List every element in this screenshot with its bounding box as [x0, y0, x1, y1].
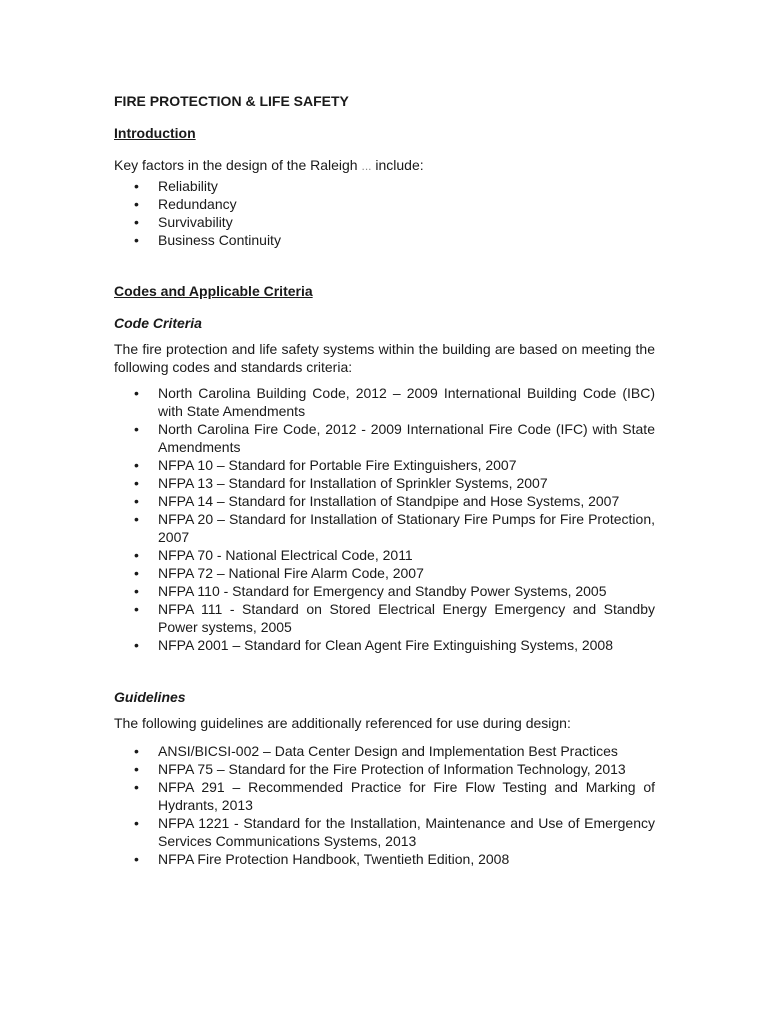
bullet-icon: • — [134, 178, 139, 194]
list-item — [114, 814, 655, 850]
bullet-icon: • — [134, 421, 139, 437]
bullet-icon: • — [134, 583, 139, 599]
document-content — [114, 92, 655, 868]
bullet-icon: • — [134, 493, 139, 509]
list-item-text: Business Continuity — [158, 232, 281, 248]
list-item — [114, 636, 655, 654]
list-item — [114, 384, 655, 420]
list-item — [114, 600, 655, 636]
introduction-list — [114, 177, 655, 249]
list-item — [114, 456, 655, 474]
codes-heading: Codes and Applicable Criteria — [114, 283, 313, 299]
list-item-text: NFPA 75 – Standard for the Fire Protection of Information Technology, 2013 — [158, 761, 626, 777]
introduction-lead-text-after: include: — [371, 157, 424, 173]
bullet-icon: • — [134, 565, 139, 581]
list-item-text: Survivability — [158, 214, 233, 230]
list-item-text: NFPA 111 - Standard on Stored Electrical Energy Emergency and Standby Power systems, 2005 — [158, 601, 655, 635]
introduction-lead-ellipsis: ... — [361, 159, 372, 173]
guidelines-list — [114, 742, 655, 868]
list-item — [114, 582, 655, 600]
introduction-heading: Introduction — [114, 125, 196, 141]
bullet-icon: • — [134, 385, 139, 401]
bullet-icon: • — [134, 779, 139, 795]
bullet-icon: • — [134, 547, 139, 563]
list-item-text: NFPA 110 - Standard for Emergency and Standby Power Systems, 2005 — [158, 583, 607, 599]
list-item — [114, 177, 655, 195]
list-item-text: NFPA 1221 - Standard for the Installation, Maintenance and Use of Emergency Services Communications Systems, 2013 — [158, 815, 655, 849]
bullet-icon: • — [134, 511, 139, 527]
list-item — [114, 564, 655, 582]
list-item-text: NFPA 20 – Standard for Installation of Stationary Fire Pumps for Fire Protection, 2007 — [158, 511, 655, 545]
bullet-icon: • — [134, 815, 139, 831]
code-criteria-heading: Code Criteria — [114, 315, 202, 331]
list-item — [114, 492, 655, 510]
list-item-text: North Carolina Building Code, 2012 – 2009 International Building Code (IBC) with State Amendments — [158, 385, 655, 419]
code-criteria-paragraph: The fire protection and life safety systems within the building are based on meeting the following codes and standards criteria: — [114, 341, 655, 375]
bullet-icon: • — [134, 637, 139, 653]
list-item — [114, 546, 655, 564]
list-item — [114, 195, 655, 213]
list-item-text: NFPA Fire Protection Handbook, Twentieth Edition, 2008 — [158, 851, 510, 867]
bullet-icon: • — [134, 196, 139, 212]
list-item — [114, 510, 655, 546]
list-item-text: North Carolina Fire Code, 2012 - 2009 International Fire Code (IFC) with State Amendments — [158, 421, 655, 455]
document-title: FIRE PROTECTION & LIFE SAFETY — [114, 93, 349, 109]
guidelines-paragraph: The following guidelines are additionally referenced for use during design: — [114, 715, 571, 731]
list-item-text: Redundancy — [158, 196, 237, 212]
list-item-text: NFPA 72 – National Fire Alarm Code, 2007 — [158, 565, 424, 581]
guidelines-heading: Guidelines — [114, 689, 186, 705]
bullet-icon: • — [134, 475, 139, 491]
list-item — [114, 760, 655, 778]
list-item-text: NFPA 13 – Standard for Installation of Sprinkler Systems, 2007 — [158, 475, 548, 491]
list-item — [114, 420, 655, 456]
list-item — [114, 474, 655, 492]
list-item — [114, 850, 655, 868]
list-item-text: NFPA 70 - National Electrical Code, 2011 — [158, 547, 413, 563]
bullet-icon: • — [134, 457, 139, 473]
code-criteria-list — [114, 384, 655, 654]
bullet-icon: • — [134, 851, 139, 867]
list-item — [114, 778, 655, 814]
introduction-lead — [114, 156, 655, 175]
bullet-icon: • — [134, 232, 139, 248]
bullet-icon: • — [134, 761, 139, 777]
list-item-text: Reliability — [158, 178, 218, 194]
list-item-text: NFPA 291 – Recommended Practice for Fire Flow Testing and Marking of Hydrants, 2013 — [158, 779, 655, 813]
bullet-icon: • — [134, 601, 139, 617]
list-item-text: NFPA 2001 – Standard for Clean Agent Fire Extinguishing Systems, 2008 — [158, 637, 613, 653]
list-item — [114, 742, 655, 760]
bullet-icon: • — [134, 743, 139, 759]
bullet-icon: • — [134, 214, 139, 230]
list-item-text: NFPA 10 – Standard for Portable Fire Extinguishers, 2007 — [158, 457, 517, 473]
introduction-lead-text-before: Key factors in the design of the Raleigh — [114, 157, 362, 173]
list-item — [114, 213, 655, 231]
list-item-text: NFPA 14 – Standard for Installation of Standpipe and Hose Systems, 2007 — [158, 493, 620, 509]
list-item — [114, 231, 655, 249]
list-item-text: ANSI/BICSI-002 – Data Center Design and Implementation Best Practices — [158, 743, 618, 759]
